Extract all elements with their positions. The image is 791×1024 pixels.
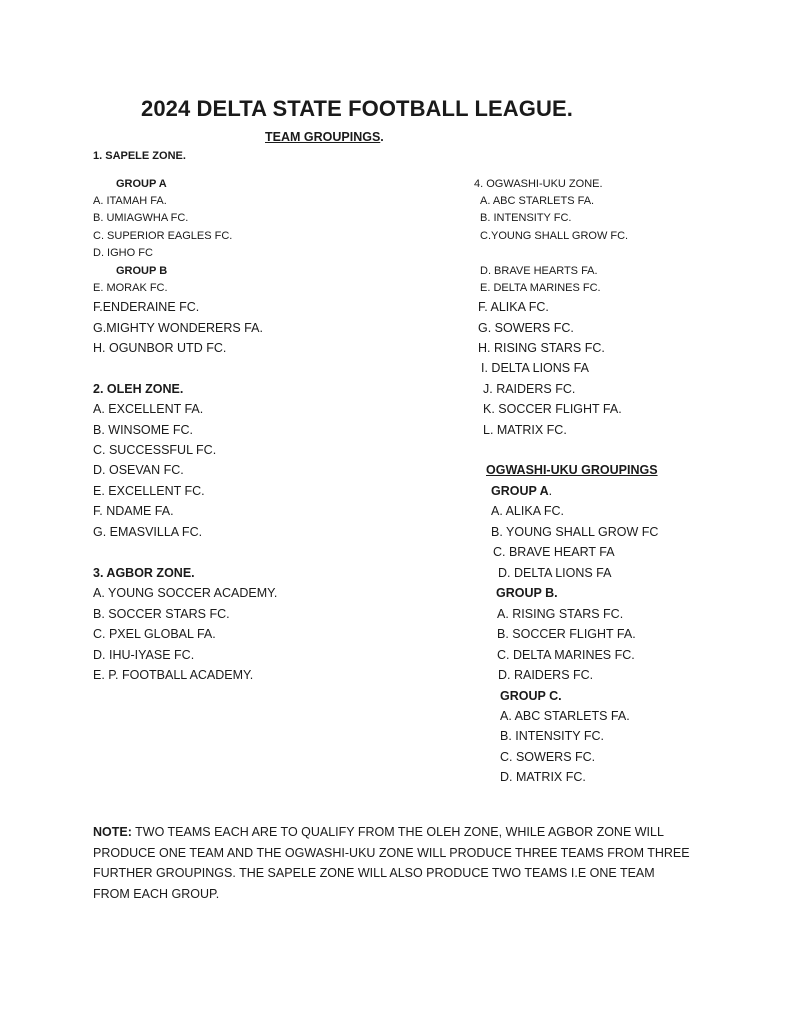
subtitle-text: TEAM GROUPINGS xyxy=(265,130,381,144)
sapele-group-a-heading: GROUP A xyxy=(116,178,167,190)
note-label: NOTE: xyxy=(93,825,132,839)
list-item: G.MIGHTY WONDERERS FA. xyxy=(93,321,263,335)
list-item: E. EXCELLENT FC. xyxy=(93,484,205,498)
list-item: B. SOCCER FLIGHT FA. xyxy=(497,627,636,641)
list-item: J. RAIDERS FC. xyxy=(483,382,576,396)
list-item: A. RISING STARS FC. xyxy=(497,607,624,621)
list-item: A. EXCELLENT FA. xyxy=(93,402,204,416)
list-item: I. DELTA LIONS FA xyxy=(481,361,589,375)
groupings-group-c-heading: GROUP C. xyxy=(500,689,562,703)
list-item: D. MATRIX FC. xyxy=(500,770,586,784)
list-item: K. SOCCER FLIGHT FA. xyxy=(483,402,622,416)
list-item: B. UMIAGWHA FC. xyxy=(93,212,189,224)
list-item: C. DELTA MARINES FC. xyxy=(497,648,635,662)
sapele-zone-heading: 1. SAPELE ZONE. xyxy=(93,150,186,162)
list-item: B. INTENSITY FC. xyxy=(500,729,604,743)
list-item: C. BRAVE HEART FA xyxy=(493,545,615,559)
list-item: D. IGHO FC xyxy=(93,247,153,259)
list-item: C.YOUNG SHALL GROW FC. xyxy=(480,230,629,242)
group-a-period: . xyxy=(548,484,553,498)
groupings-group-a-heading xyxy=(491,484,552,498)
document-subtitle xyxy=(265,130,384,144)
list-item: C. SUCCESSFUL FC. xyxy=(93,443,217,457)
list-item: A. ABC STARLETS FA. xyxy=(500,709,630,723)
list-item: B. YOUNG SHALL GROW FC xyxy=(491,525,659,539)
list-item: A. YOUNG SOCCER ACADEMY. xyxy=(93,586,278,600)
list-item: B. WINSOME FC. xyxy=(93,423,193,437)
list-item: A. ITAMAH FA. xyxy=(93,195,167,207)
note-text: TWO TEAMS EACH ARE TO QUALIFY FROM THE OLEH ZONE, WHILE AGBOR ZONE WILL PRODUCE ONE TEAM AND THE OGWASHI-UKU ZONE WILL PRODUCE THREE TEAMS FROM THREE FURTHER GROUPINGS. THE SAPELE ZONE WILL ALSO PRODUCE TWO TEAMS I.E ONE TEAM FROM EACH GROUP. xyxy=(93,825,690,901)
list-item: E. P. FOOTBALL ACADEMY. xyxy=(93,668,254,682)
list-item: F. ALIKA FC. xyxy=(478,300,549,314)
list-item: B. INTENSITY FC. xyxy=(480,212,572,224)
list-item: D. RAIDERS FC. xyxy=(498,668,594,682)
list-item: C. SOWERS FC. xyxy=(500,750,596,764)
list-item: H. RISING STARS FC. xyxy=(478,341,605,355)
list-item: C. SUPERIOR EAGLES FC. xyxy=(93,230,233,242)
list-item: D. DELTA LIONS FA xyxy=(498,566,612,580)
groupings-heading: OGWASHI-UKU GROUPINGS xyxy=(486,463,658,477)
group-a-label: GROUP A xyxy=(491,484,549,498)
agbor-zone-heading: 3. AGBOR ZONE. xyxy=(93,566,195,580)
groupings-group-b-heading: GROUP B. xyxy=(496,586,558,600)
note-paragraph xyxy=(93,822,693,904)
list-item: A. ALIKA FC. xyxy=(491,504,564,518)
list-item: D. OSEVAN FC. xyxy=(93,463,184,477)
sapele-group-b-heading: GROUP B xyxy=(116,265,168,277)
list-item: G. EMASVILLA FC. xyxy=(93,525,203,539)
document-title: 2024 DELTA STATE FOOTBALL LEAGUE. xyxy=(141,96,573,121)
oleh-zone-heading: 2. OLEH ZONE. xyxy=(93,382,184,396)
list-item: A. ABC STARLETS FA. xyxy=(480,195,595,207)
list-item: D. BRAVE HEARTS FA. xyxy=(480,265,598,277)
list-item: D. IHU-IYASE FC. xyxy=(93,648,195,662)
ogwashi-zone-heading: 4. OGWASHI-UKU ZONE. xyxy=(474,178,603,190)
list-item: H. OGUNBOR UTD FC. xyxy=(93,341,227,355)
list-item: E. MORAK FC. xyxy=(93,282,168,294)
subtitle-period: . xyxy=(380,130,384,144)
list-item: L. MATRIX FC. xyxy=(483,423,567,437)
list-item: C. PXEL GLOBAL FA. xyxy=(93,627,216,641)
list-item: F. NDAME FA. xyxy=(93,504,174,518)
list-item: G. SOWERS FC. xyxy=(478,321,574,335)
list-item: B. SOCCER STARS FC. xyxy=(93,607,230,621)
list-item: F.ENDERAINE FC. xyxy=(93,300,200,314)
list-item: E. DELTA MARINES FC. xyxy=(480,282,601,294)
